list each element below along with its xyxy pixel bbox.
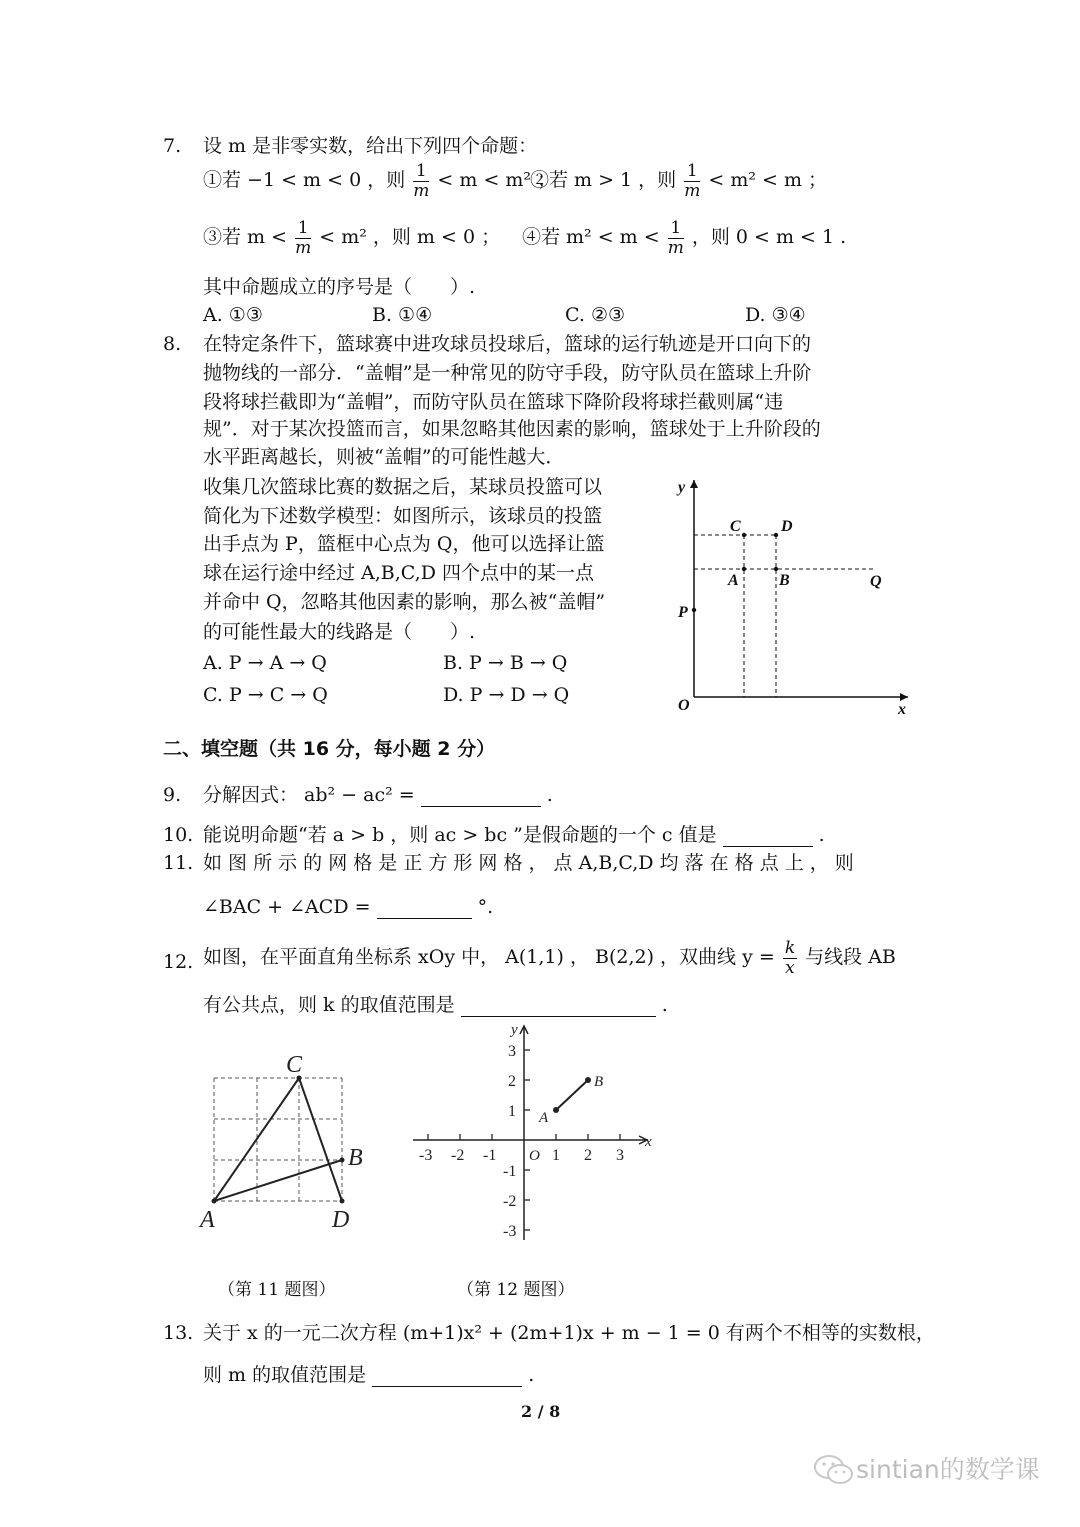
- q11-label-c: C: [286, 1052, 303, 1078]
- q7-proposition-4: [522, 219, 846, 257]
- q8-point-p: [692, 608, 696, 612]
- q9-end: .: [546, 784, 553, 806]
- q7-p1-pre: ①若 −1 < m < 0 ，则: [203, 169, 406, 192]
- q8-label-x: x: [898, 701, 906, 718]
- q7-proposition-1: [203, 162, 556, 200]
- q9-text: 分解因式： ab² − ac² =: [203, 784, 415, 806]
- q13-line2-text: 则 m 的取值范围是: [203, 1364, 367, 1386]
- q12-ytick: -2: [503, 1193, 517, 1210]
- q7-stem: 设 m 是非零实数，给出下列四个命题：: [203, 135, 538, 157]
- q11-expr: ∠BAC + ∠ACD =: [203, 896, 371, 918]
- q8-line: 简化为下述数学模型：如图所示，该球员的投篮: [203, 505, 603, 527]
- q11-label-b: B: [348, 1145, 363, 1171]
- q8-option-d: D. P → D → Q: [443, 684, 570, 706]
- q8-line: 规”．对于某次投篮而言，如果忽略其他因素的影响，篮球处于上升阶段的: [203, 418, 821, 440]
- q7-p3-fraction: $\frac{1}{m}$: [295, 218, 312, 258]
- q7-p4-pre: ④若 m² < m <: [522, 226, 660, 249]
- q8-point-a: [742, 567, 746, 571]
- q8-label-c: C: [730, 518, 741, 535]
- q12-segment-ab: [556, 1080, 588, 1110]
- q8-point-b: [774, 567, 778, 571]
- q8-label-y: y: [678, 479, 686, 496]
- q7-p1-fraction: $\frac{1}{m}$: [413, 161, 430, 201]
- q10-end: .: [818, 824, 825, 846]
- q7-option-b: B. ①④: [372, 304, 433, 326]
- q10-number: 10.: [163, 824, 194, 846]
- q8-line: 水平距离越长，则被“盖帽”的可能性越大．: [203, 446, 565, 468]
- q11-figure: [196, 1045, 376, 1235]
- q12-xtick: 1: [552, 1147, 560, 1164]
- q10-text: 能说明命题“若 a > b ，则 ac > bc ”是假命题的一个 c 值是: [203, 824, 717, 846]
- q11-label-d: D: [332, 1207, 350, 1233]
- q12-number: 12.: [163, 951, 194, 973]
- q11-text: 如 图 所 示 的 网 格 是 正 方 形 网 格 ， 点 A,B,C,D 均 落 在 格 点 上 ， 则: [203, 852, 854, 874]
- q7-p2-post: < m² < m ；: [708, 169, 828, 192]
- q12-text-pre: 如图，在平面直角坐标系 xOy 中， A(1,1) ， B(2,2) ，双曲线 y =: [203, 946, 775, 969]
- q12-fraction: $\frac{k}{x}$: [784, 938, 796, 978]
- q12-label-b: B: [594, 1074, 604, 1090]
- q8-label-d: D: [781, 518, 793, 535]
- page-number: 2 / 8: [521, 1402, 561, 1421]
- q12-ytick: -1: [503, 1163, 517, 1180]
- q7-option-a: A. ①③: [203, 304, 263, 326]
- q9-line: [203, 784, 553, 807]
- q8-line: 并命中 Q，忽略其他因素的影响，那么被“盖帽”: [203, 591, 606, 613]
- q7-p4-fraction: $\frac{1}{m}$: [667, 218, 684, 258]
- q11-end: °.: [477, 896, 494, 918]
- q8-line: 收集几次篮球比赛的数据之后，某球员投篮可以: [203, 476, 603, 498]
- q11-line2: [203, 896, 493, 919]
- q11-segment-ab: [214, 1160, 342, 1201]
- fig11-caption: （第 11 题图）: [218, 1280, 336, 1300]
- q8-x-arrow: [900, 693, 908, 701]
- q12-ytick: 3: [508, 1043, 516, 1060]
- q13-end: .: [528, 1364, 535, 1386]
- q7-p4-post: ，则 0 < m < 1 .: [691, 226, 847, 249]
- q7-proposition-3: [203, 219, 500, 257]
- q11-label-a: A: [200, 1207, 215, 1233]
- wechat-logo-icon: [812, 1452, 856, 1488]
- q12-text-post: 与线段 AB: [805, 946, 896, 969]
- q8-label-p: P: [678, 604, 688, 621]
- fig12-caption: （第 12 题图）: [457, 1280, 575, 1300]
- section-2-heading: 二、填空题（共 16 分，每小题 2 分）: [163, 738, 496, 760]
- q12-answer-blank[interactable]: [461, 998, 656, 1017]
- q8-label-q: Q: [870, 573, 882, 590]
- q8-label-a: A: [728, 572, 739, 589]
- q7-p3-post: < m² ，则 m < 0 ；: [319, 226, 501, 249]
- q12-xtick: -2: [451, 1147, 465, 1164]
- q12-ytick: 1: [508, 1103, 516, 1120]
- q8-line: 抛物线的一部分．“盖帽”是一种常见的防守手段，防守队员在篮球上升阶: [203, 362, 812, 384]
- q7-ask: 其中命题成立的序号是（ ）.: [203, 276, 476, 298]
- q8-line: 在特定条件下，篮球赛中进攻球员投球后，篮球的运行轨迹是开口向下的: [203, 333, 812, 355]
- q7-p3-pre: ③若 m <: [203, 226, 288, 249]
- q12-figure: [405, 1018, 665, 1250]
- q8-line: 球在运行途中经过 A,B,C,D 四个点中的某一点: [203, 562, 594, 584]
- q11-number: 11.: [163, 852, 194, 874]
- q7-p1-post: < m < m² ；: [437, 169, 557, 192]
- q12-ytick: -3: [503, 1223, 517, 1240]
- q13-answer-blank[interactable]: [372, 1368, 522, 1387]
- q12-label-a: A: [539, 1110, 549, 1126]
- q8-point-d: [774, 533, 778, 537]
- q8-figure: [670, 472, 920, 720]
- q9-number: 9.: [163, 784, 182, 806]
- q8-option-a: A. P → A → Q: [203, 652, 327, 674]
- q13-number: 13.: [163, 1322, 194, 1344]
- q10-line: [203, 824, 825, 847]
- q12-xtick: 3: [616, 1147, 624, 1164]
- q11-answer-blank[interactable]: [377, 900, 472, 919]
- q8-line: 的可能性最大的线路是（ ）.: [203, 621, 476, 643]
- q12-xtick: -3: [419, 1147, 433, 1164]
- q9-answer-blank[interactable]: [421, 788, 541, 807]
- q13-text: 关于 x 的一元二次方程 (m+1)x² + (2m+1)x + m − 1 = 0 有两个不相等的实数根，: [203, 1322, 935, 1344]
- q7-number: 7.: [163, 135, 182, 157]
- q7-option-c: C. ②③: [565, 304, 626, 326]
- q8-label-o: O: [678, 697, 690, 714]
- q10-answer-blank[interactable]: [723, 828, 813, 847]
- q12-xtick: -1: [483, 1147, 497, 1164]
- q8-line: 出手点为 P，篮框中心点为 Q，他可以选择让篮: [203, 533, 605, 555]
- q7-option-d: D. ③④: [745, 304, 806, 326]
- q7-p2-fraction: $\frac{1}{m}$: [684, 161, 701, 201]
- q8-point-c: [742, 533, 746, 537]
- q12-label-y: y: [511, 1022, 518, 1038]
- q13-line2: [203, 1364, 534, 1387]
- q8-line: 段将球拦截即为“盖帽”，而防守队员在篮球下降阶段将球拦截则属“违: [203, 391, 784, 413]
- q7-p2-pre: ②若 m > 1 ，则: [530, 169, 677, 192]
- q12-point-b: [585, 1077, 591, 1083]
- q8-option-b: B. P → B → Q: [443, 652, 568, 674]
- q12-label-x: x: [645, 1134, 652, 1150]
- q12-point-a: [553, 1107, 559, 1113]
- q12-ytick: 2: [508, 1073, 516, 1090]
- q8-y-arrow: [690, 480, 698, 488]
- q8-number: 8.: [163, 333, 182, 355]
- q12-line2: [203, 994, 668, 1017]
- q7-proposition-2: [530, 162, 827, 200]
- q11-segment-ac: [214, 1078, 299, 1201]
- q12-line2-text: 有公共点，则 k 的取值范围是: [203, 994, 455, 1016]
- q12-xtick: 2: [584, 1147, 592, 1164]
- q8-label-b: B: [779, 572, 790, 589]
- q12-end: .: [661, 994, 668, 1016]
- q11-segment-cd: [299, 1078, 342, 1201]
- q12-label-o: O: [529, 1148, 540, 1164]
- watermark-text: sintian的数学课: [856, 1455, 1040, 1484]
- q12-line1: [203, 939, 896, 977]
- q8-option-c: C. P → C → Q: [203, 684, 328, 706]
